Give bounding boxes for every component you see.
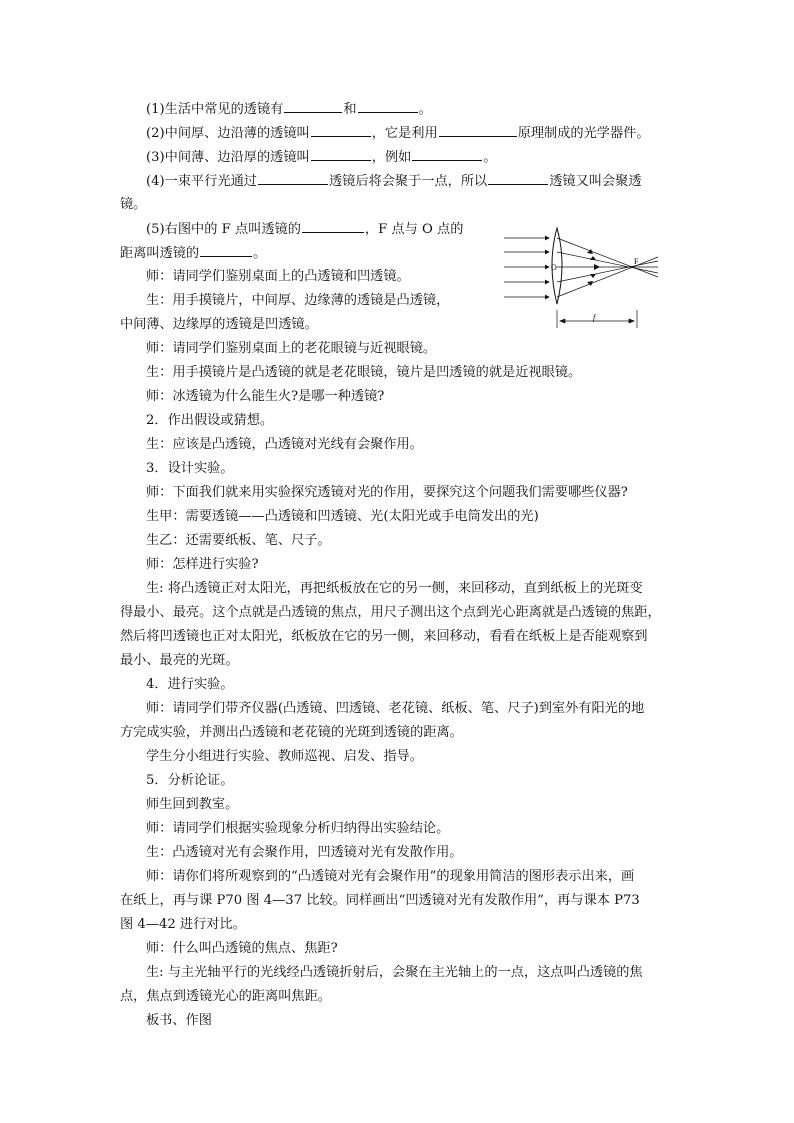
dialogue-line: 师：请同学们带齐仪器(凸透镜、凹透镜、老花镜、纸板、笔、尺子)到室外有阳光的地 [146,701,645,716]
dialogue-line: 方完成实验，并测出凸透镜和老花镜的光斑到透镜的距离。 [120,725,463,740]
convex-lens-diagram [500,224,665,330]
section-heading: 2．作出假设或猜想。 [146,413,274,428]
question-2: (2)中间厚、边沿薄的透镜叫 ，它是利用 原理制成的光学器件。 [146,122,650,145]
dialogue-line: 师：请你们将所观察到的“凸透镜对光有会聚作用”的现象用简洁的图形表示出来，画 [146,869,635,884]
question-1: (1)生活中常见的透镜有 和 。 [146,98,432,121]
dialogue-line: 师生回到教室。 [146,797,239,812]
focal-length-label: f [593,313,596,322]
dialogue-line: 师：冰透镜为什么能生火?是哪一种透镜? [146,389,385,404]
dialogue-line: 学生分小组进行实验、教师巡视、启发、指导。 [146,749,423,764]
refracted-rays [557,238,658,297]
dialogue-line: 师：请同学们鉴别桌面上的凸透镜和凹透镜。 [146,269,410,284]
dialogue-line: 生: 将凸透镜正对太阳光，再把纸板放在它的另一侧，来回移动，直到纸板上的光斑变 [146,581,643,596]
question-4-cont: 镜。 [120,197,147,212]
fill-blank[interactable] [200,242,252,257]
fill-blank[interactable] [284,98,342,113]
question-4: (4)一束平行光通过 透镜后将会聚于一点，所以 透镜又叫会聚透 [146,170,642,193]
section-heading: 3．设计实验。 [146,461,234,476]
dialogue-line: 生：凸透镜对光有会聚作用，凹透镜对光有发散作用。 [146,845,463,860]
dialogue-line: 生：用手摸镜片是凸透镜的就是老花眼镜，镜片是凹透镜的就是近视眼镜。 [146,365,582,380]
dialogue-line: 师：什么叫凸透镜的焦点、焦距? [146,941,338,956]
dialogue-line: 板书、作图 [146,1013,212,1028]
fill-blank[interactable] [302,218,364,233]
dialogue-line: 生：用手摸镜片，中间厚、边缘薄的透镜是凸透镜， [146,293,450,308]
lens-center-label: O [551,263,557,272]
question-5-cont: 距离叫透镜的 。 [120,242,266,265]
section-heading: 5．分析论证。 [146,773,234,788]
fill-blank[interactable] [311,146,371,161]
dialogue-line: 生: 与主光轴平行的光线经凸透镜折射后，会聚在主光轴上的一点，这点叫凸透镜的焦 [146,965,643,980]
dialogue-line: 生乙：还需要纸板、笔、尺子。 [146,533,331,548]
fill-blank[interactable] [358,98,418,113]
question-5: (5)右图中的 F 点叫透镜的 ，F 点与 O 点的 [146,218,463,241]
dialogue-line: 然后将凹透镜也正对太阳光，纸板放在它的另一侧，来回移动，看看在纸板上是否能观察到 [120,629,648,644]
dialogue-line: 中间薄、边缘厚的透镜是凹透镜。 [120,317,318,332]
focal-point-label: F [634,257,639,266]
fill-blank[interactable] [439,122,517,137]
dialogue-line: 师：下面我们就来用实验探究透镜对光的作用，要探究这个问题我们需要哪些仪器? [146,485,628,500]
dialogue-line: 生甲：需要透镜——凸透镜和凹透镜、光(太阳光或手电筒发出的光) [146,509,539,524]
fill-blank[interactable] [412,146,482,161]
fill-blank[interactable] [311,122,371,137]
dialogue-line: 师：怎样进行实验? [146,557,259,572]
dialogue-line: 生：应该是凸透镜，凸透镜对光线有会聚作用。 [146,437,423,452]
dialogue-line: 点，焦点到透镜光心的距离叫焦距。 [120,989,331,1004]
fill-blank[interactable] [258,170,328,185]
dialogue-line: 图 4—42 进行对比。 [120,917,246,932]
incident-rays [504,238,549,297]
dialogue-line: 在纸上，再与课 P70 图 4—37 比较。同样画出“凹透镜对光有发散作用”，再与课本 P73 [120,893,640,908]
dialogue-line: 最小、最亮的光斑。 [120,653,239,668]
focal-length-marker [557,310,637,328]
fill-blank[interactable] [488,170,548,185]
question-3: (3)中间薄、边沿厚的透镜叫 ，例如 。 [146,146,497,169]
section-heading: 4．进行实验。 [146,677,234,692]
dialogue-line: 得最小、最亮。这个点就是凸透镜的焦点，用尺子测出这个点到光心距离就是凸透镜的焦距， [120,605,661,620]
dialogue-line: 师：请同学们鉴别桌面上的老花眼镜与近视眼镜。 [146,341,437,356]
dialogue-line: 师：请同学们根据实验现象分析归纳得出实验结论。 [146,821,450,836]
